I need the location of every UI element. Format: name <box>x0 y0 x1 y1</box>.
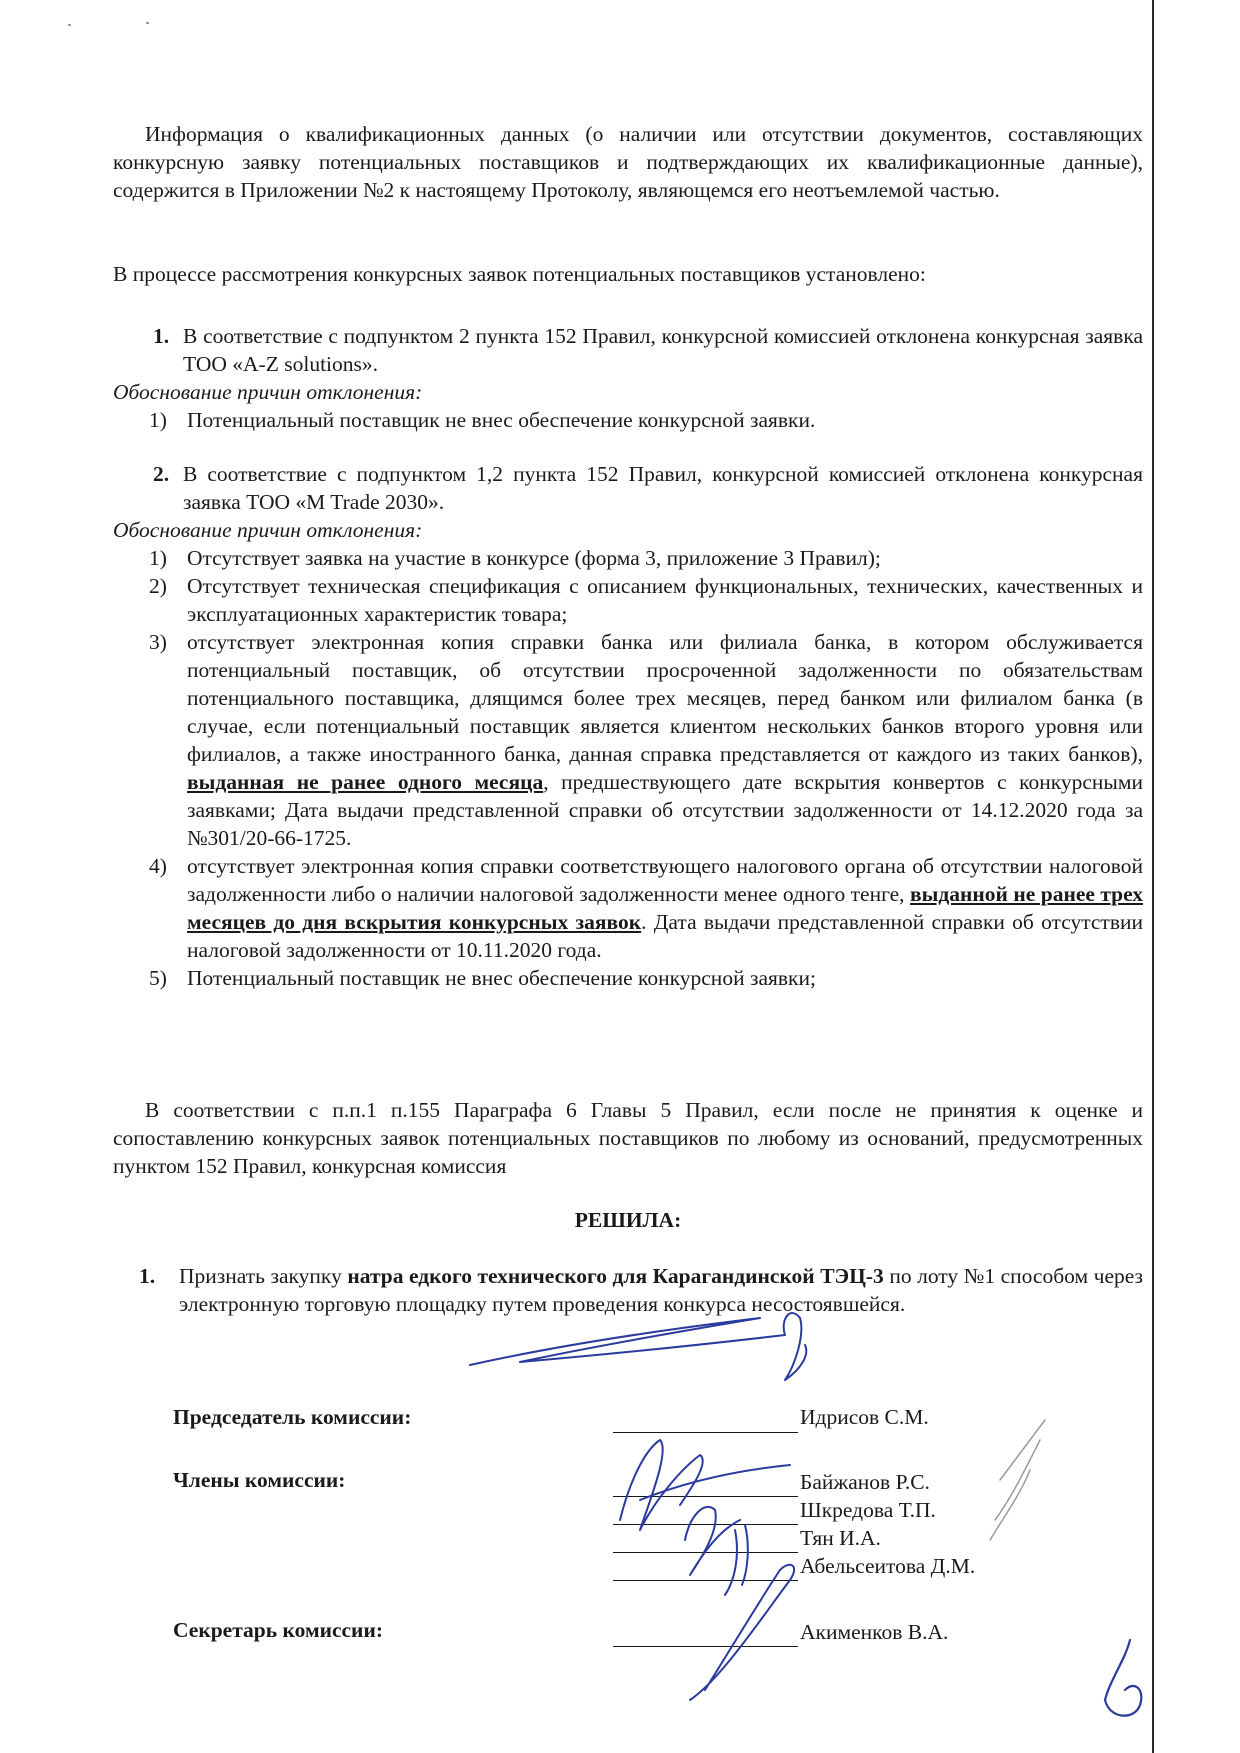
reason-number: 1) <box>149 546 167 570</box>
reason-text-part: . Дата выдачи представленной справки об отсутствии налоговой задолженности от 10.11.2020 года. <box>187 910 1143 962</box>
intro-text: Информация о квалификационных данных (о наличии или отсутствии документов, составляющих конкурсную заявку потенциальных поставщиков и подтверждающих их квалификационные данные), содержится в Приложении №2 к настоящему Протоколу, являющемся его неотъемлемой частью. <box>113 122 1143 202</box>
reason-text: Отсутствует техническая спецификация с описанием функциональных, технических, качественных и эксплуатационных характеристик товара; <box>187 574 1143 626</box>
decision-text-part: по лоту №1 способом через электронную торговую площадку путем проведения конкурса несостоявшейся. <box>179 1264 1144 1316</box>
chairman-label: Председатель комиссии: <box>173 1405 412 1429</box>
reason-text-part: отсутствует электронная копия справки соответствующего налогового органа об отсутствии налоговой задолженности либо о наличии налоговой задолженности менее одного тенге, <box>187 854 1143 906</box>
reason-text: Потенциальный поставщик не внес обеспечение конкурсной заявки. <box>187 408 816 432</box>
conclusion-text: В соответствии с п.п.1 п.155 Параграфа 6 Главы 5 Правил, если после не принятия к оценке и сопоставлению конкурсных заявок потенциальных поставщиков по любому из оснований, предусмотренных пунктом 152 Правил, конкурсная комиссия <box>113 1098 1143 1178</box>
reason-heading: Обоснование причин отклонения: <box>113 380 423 404</box>
reason-text: Потенциальный поставщик не внес обеспечение конкурсной заявки; <box>187 966 816 990</box>
secretary-name: Акименков В.А. <box>800 1620 949 1644</box>
decision-subject: натра едкого технического для Карагандинской ТЭЦ-3 <box>347 1264 884 1288</box>
reason-text: Отсутствует заявка на участие в конкурсе (форма 3, приложение 3 Правил); <box>187 546 881 570</box>
rejection-text: В соответствие с подпунктом 2 пункта 152 Правил, конкурсной комиссией отклонена конкурсная заявка ТОО «A-Z solutions». <box>183 324 1143 376</box>
reason-emphasis: выданная не ранее одного месяца <box>187 770 544 794</box>
decision-number: 1. <box>139 1264 156 1288</box>
decision-text-part: Признать закупку <box>179 1264 342 1288</box>
rejection-number: 2. <box>153 462 170 486</box>
reason-number: 5) <box>149 966 167 990</box>
member-name: Абельсеитова Д.М. <box>800 1554 976 1578</box>
decided-heading: РЕШИЛА: <box>574 1208 682 1232</box>
reason-number: 2) <box>149 574 167 598</box>
rejection-number: 1. <box>153 324 170 348</box>
reason-number: 4) <box>149 854 167 878</box>
reason-text-part: отсутствует электронная копия справки банка или филиала банка, в котором обслуживается потенциальный поставщик, об отсутствии просроченной задолженности по обязательствам потенциального поставщика, длящимся более трех месяцев, перед банком или филиалом банка (в случае, если потенциальный поставщик является клиентом нескольких банков второго уровня или филиалов, а также иностранного банка, данная справка представляется от каждого из таких банков), <box>187 630 1143 766</box>
member-name: Тян И.А. <box>800 1526 881 1550</box>
reason-text-part: , предшествующего дате вскрытия конвертов с конкурсными заявками; Дата выдачи представленной справки об отсутствии задолженности от 14.12.2020 года за №301/20-66-1725. <box>187 770 1143 850</box>
secretary-label: Секретарь комиссии: <box>173 1618 383 1642</box>
members-label: Члены комиссии: <box>173 1468 346 1492</box>
rejection-text: В соответствие с подпунктом 1,2 пункта 152 Правил, конкурсной комиссией отклонена конкурсная заявка ТОО «M Trade 2030». <box>183 462 1143 514</box>
established-text: В процессе рассмотрения конкурсных заявок потенциальных поставщиков установлено: <box>113 262 926 286</box>
reason-emphasis: выданной не ранее трех месяцев до дня вскрытия конкурсных заявок <box>187 882 1144 934</box>
chairman-name: Идрисов С.М. <box>800 1405 929 1429</box>
member-name: Байжанов Р.С. <box>800 1470 930 1494</box>
member-name: Шкредова Т.П. <box>800 1498 936 1522</box>
reason-number: 3) <box>149 630 167 654</box>
signature-scribbles <box>470 1313 1141 1716</box>
reason-heading: Обоснование причин отклонения: <box>113 518 423 542</box>
reason-number: 1) <box>149 408 167 432</box>
